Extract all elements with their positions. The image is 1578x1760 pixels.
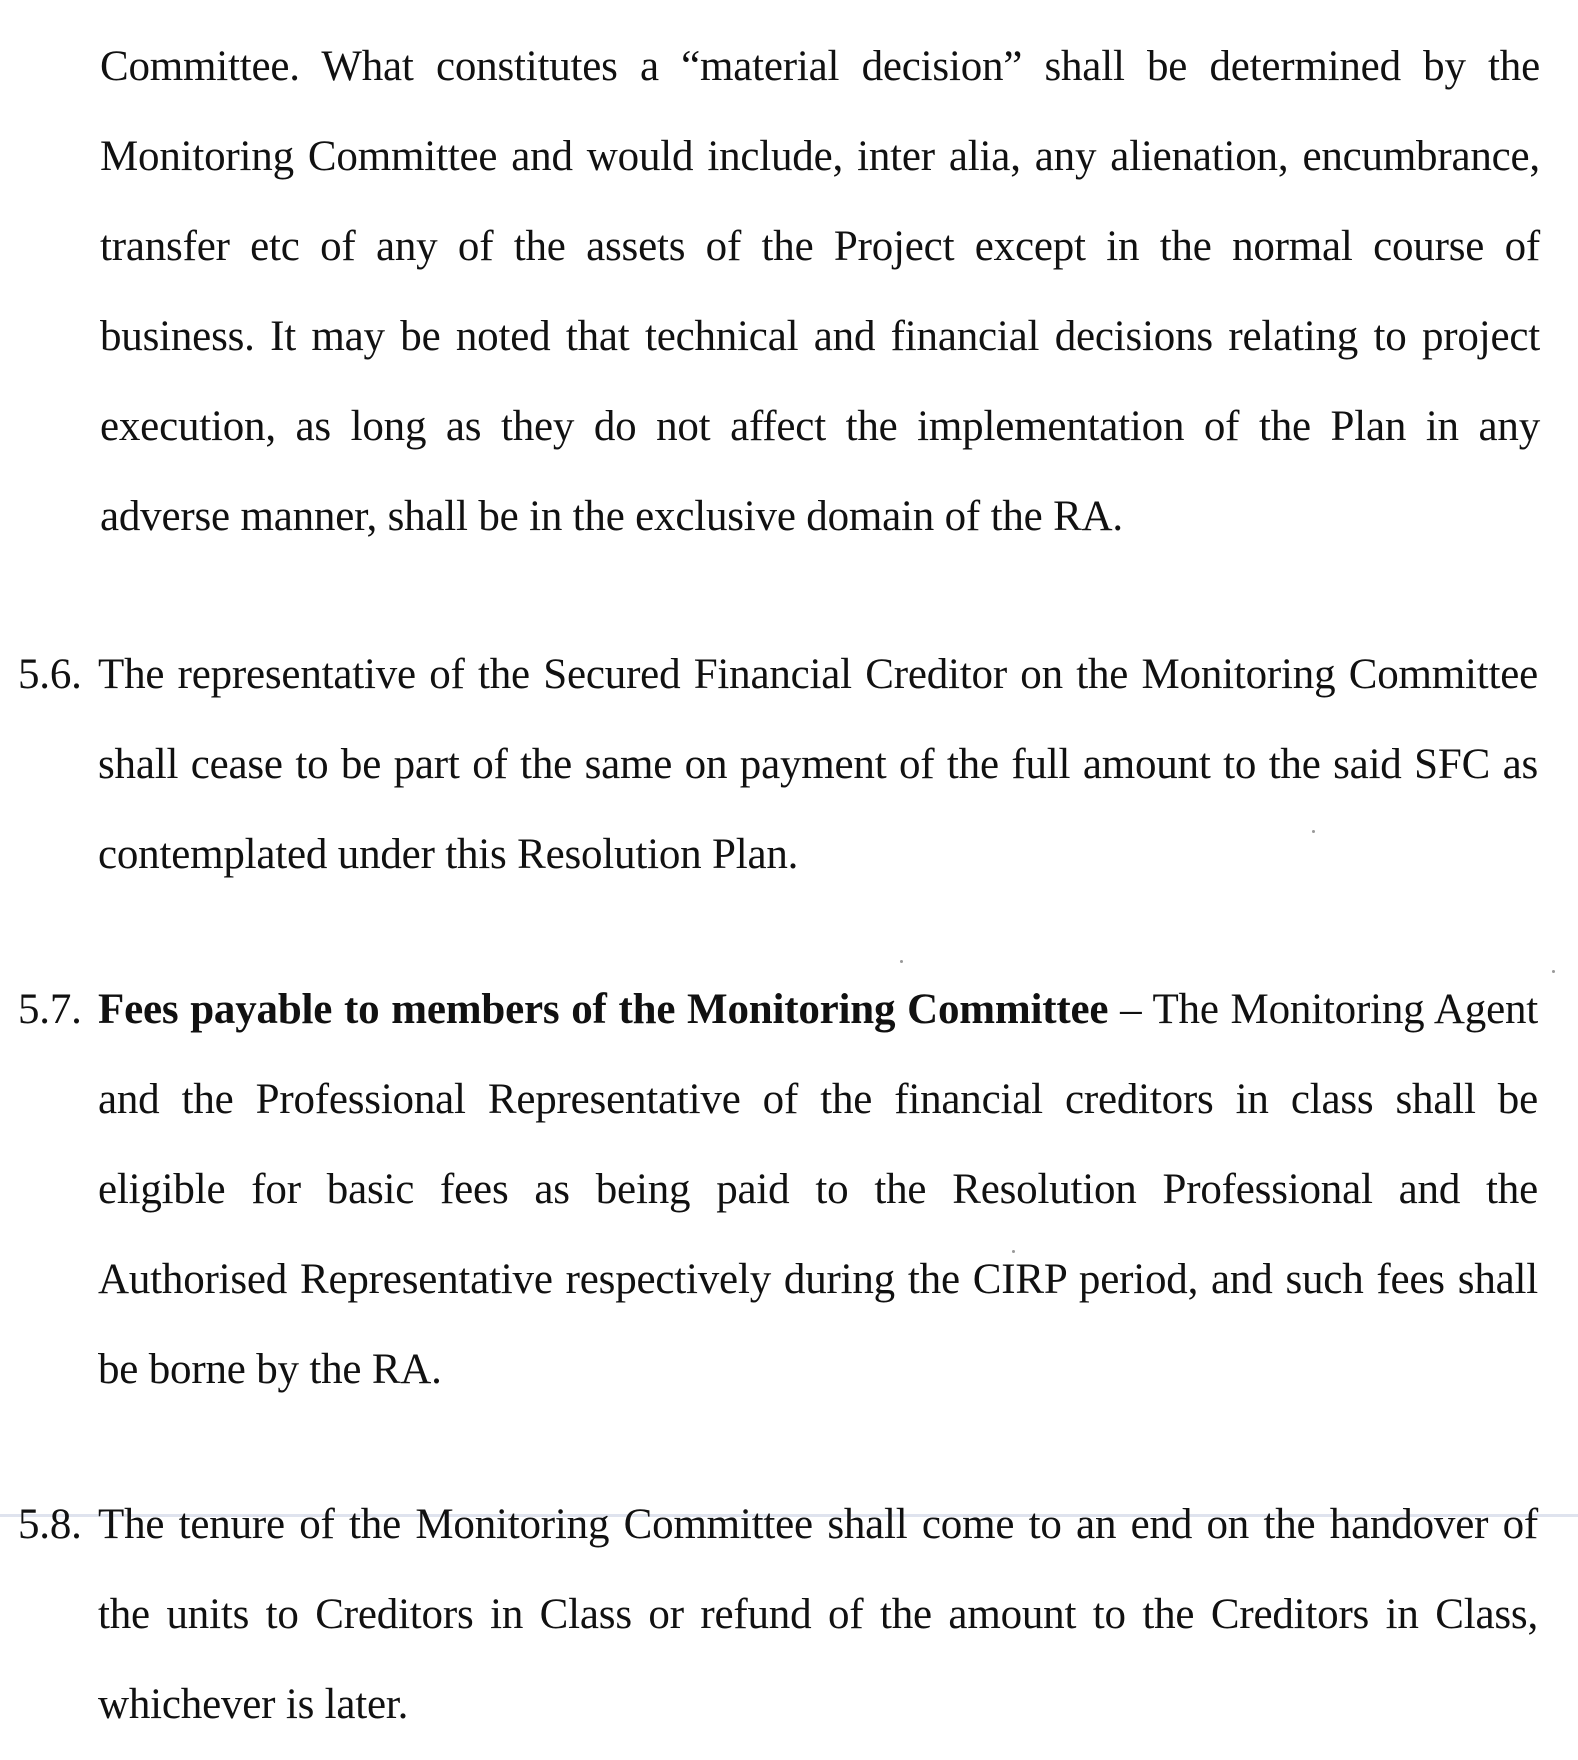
clause-text: The tenure of the Monitoring Committee shall come to an end on the handover of the units to Creditors in Class or refund of the amount to the Creditors in Class, whichever is later. (98, 1501, 1538, 1728)
scan-speck (900, 960, 903, 963)
clause-number: 5.6. (18, 651, 82, 698)
clause-number: 5.8. (18, 1501, 82, 1548)
clause-heading: Fees payable to members of the Monitoring Committee (98, 986, 1109, 1033)
clause-body (98, 965, 1538, 1415)
scan-speck (1312, 830, 1315, 833)
scan-speck (1012, 1250, 1015, 1253)
clause-text: The Monitoring Agent and the Professional Representative of the financial creditors in class shall be eligible for basic fees as being paid to the Resolution Professional and the Authorised Representative respectively during the CIRP period, and such fees shall be borne by the RA. (98, 986, 1539, 1393)
clause-number: 5.7. (18, 986, 82, 1033)
scan-speck (1552, 970, 1555, 973)
clause-text: The representative of the Secured Financial Creditor on the Monitoring Committee shall cease to be part of the same on payment of the full amount to the said SFC as contemplated under this Resolution Plan. (98, 651, 1538, 878)
clause-5-8 (0, 1480, 1540, 1760)
continuation-paragraph: Committee. What constitutes a “material decision” shall be determined by the Monitoring Committee and would include, inter alia, any alienation, encumbrance, transfer etc of any of the assets of the Project except in the normal course of business. It may be noted that technical and financial decisions relating to project execution, as long as they do not affect the implementation of the Plan in any adverse manner, shall be in the exclusive domain of the RA. (100, 43, 1540, 540)
clause-5-6 (0, 630, 1540, 930)
heading-separator: – (1108, 986, 1153, 1033)
clause-5-7 (0, 965, 1540, 1405)
